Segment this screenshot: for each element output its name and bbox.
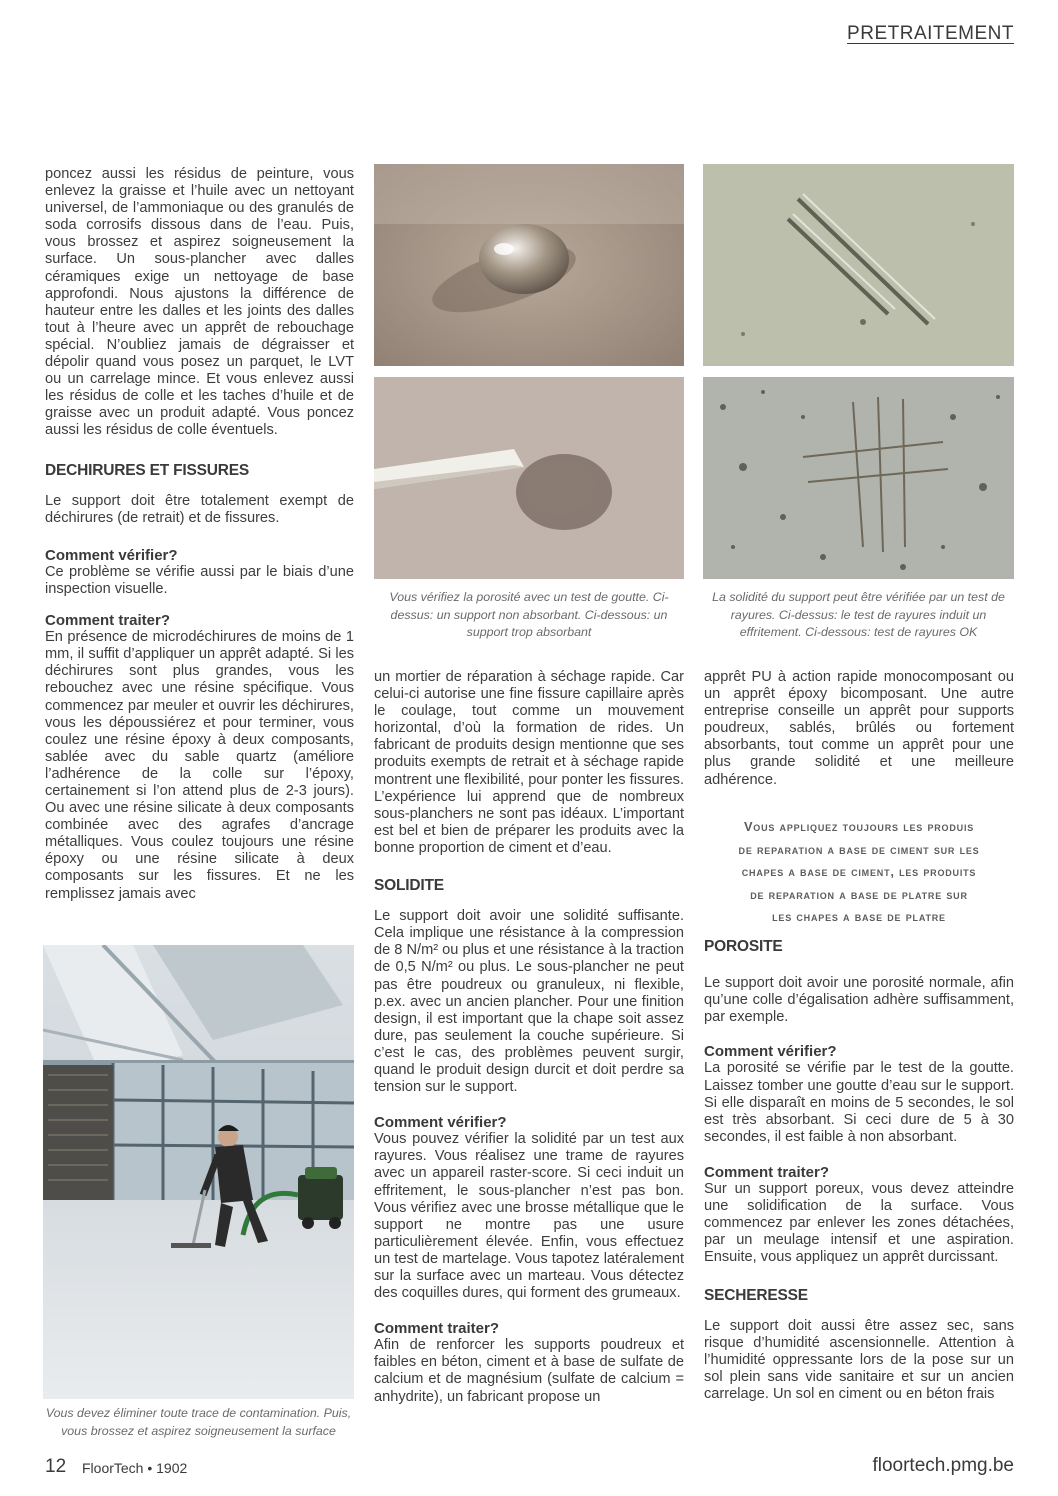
photo-worker-vacuum — [43, 945, 354, 1399]
col1-intro: poncez aussi les résidus de peinture, vous enlevez la graisse et l’huile avec un nettoyant universel, de l’ammoniaque ou des granulés de soda corrosifs dissous dans de l’eau. Puis, vous brossez et aspirez soigneusement la surface. Un sous-plancher avec dalles céramiques exige un nettoyage de base approfondi. Nous ajustons la différence de hauteur entre les dalles et les joints des dalles tout à l’heure avec un apprêt de rebouchage spécial. N’oubliez jamais de dégraisser et dépolir quand vous posez un parquet, le LVT ou un carrelage mince. Et vous enlevez aussi les résidus de colle et les taches d’huile et de graisse avec un produit adapté. Vous poncez aussi les résidus de colle éventuels. — [45, 166, 354, 439]
heading-solidite: SOLIDITE — [374, 877, 444, 895]
photo-drop-nonabsorbent — [374, 164, 684, 366]
photo-scratch-crumbling — [703, 164, 1014, 366]
col1-check-title: Comment vérifier? — [45, 546, 178, 564]
col2-intro: un mortier de réparation à séchage rapide. Car celui-ci autorise une fine fissure capillaire après le coulage, tout comme un mouvement horizontal, d’où la formation de rides. Un fabricant de produits design mentionne que ses produits exempts de retrait et à séchage rapide montrent une flexibilité, pour ponter les fissures. L’expérience lui apprend que de nombreux sous-planchers ne sont pas idéaux. L’important est bel et bien de préparer les produits avec la bonne proportion de ciment et d’eau. — [374, 669, 684, 856]
heading-secheresse: SECHERESSE — [704, 1286, 808, 1304]
pull-quote-line: de reparation a base de platre sur — [750, 886, 968, 902]
col3-para1: Le support doit avoir une porosité normale, afin qu’une colle d’égalisation adhère suffisamment, par exemple. — [704, 975, 1014, 1026]
heading-dechirures: DECHIRURES ET FISSURES — [45, 461, 250, 479]
caption-scratch: La solidité du support peut être vérifiée par un test de rayures. Ci-dessus: le test de rayures induit un effritement. Ci-dessous: test de rayures OK — [712, 590, 1005, 640]
pull-quote-line: chapes a base de ciment, les produits — [741, 864, 977, 879]
col3-intro: apprêt PU à action rapide monocomposant ou un apprêt époxy bicomposant. Une autre entreprise conseille un apprêt pour supports poudreux, sablés, brûlés ou fortement absorbants, tout comme un apprêt pour une plus grande solidité et une meilleure adhérence. — [704, 669, 1014, 788]
caption-worker: Vous devez éliminer toute trace de contamination. Puis, vous brossez et aspirez soigneusement la surface — [45, 1406, 352, 1438]
heading-porosite: POROSITE — [704, 938, 783, 955]
pull-quote-line: de reparation a base de ciment sur les — [738, 841, 980, 857]
website-url[interactable]: floortech.pmg.be — [872, 1455, 1014, 1476]
column-1 — [45, 166, 354, 903]
column-3-top — [704, 669, 1014, 789]
col2-para1: Le support doit avoir une solidité suffisante. Cela implique une résistance à la compression de 8 N/m² ou plus et une résistance à la traction de 0,5 N/m² ou plus. Le sous-plancher ne peut pas être poudreux ou granuleux, ni flexible, p.ex. avec un ancien plancher. Pour une finition design, il est important que la chape soit assez dure, pas seulement la couche supérieure. Si c’est le cas, des problèmes peuvent surgir, quand le produit design durcit et doit perdre sa tension sur le support. — [374, 908, 684, 1096]
col3-para2: Le support doit aussi être assez sec, sans risque d’humidité ascensionnelle. Attention à l’humidité oppressante lors de la pose sur un sol plein sans vide sanitaire et sur un ancien carrelage. Un sol en ciment ou en béton frais — [704, 1317, 1014, 1402]
column-3-bottom — [704, 938, 1014, 1403]
page-number: 12 — [45, 1456, 67, 1477]
column-2 — [374, 669, 684, 1406]
pull-quote — [704, 816, 1014, 929]
col3-check-text: La porosité se vérifie par le test de la goutte. Laissez tomber une goutte d’eau sur le support. Si elle disparaît en moins de 5 secondes, le sol est très absorbant. Si ceci dure de 5 à 30 secondes, il est faible à non absorbant. — [704, 1060, 1014, 1145]
caption-drop: Vous vérifiez la porosité avec un test de goutte. Ci-dessus: un support non absorbant. Ci-dessous: un support trop absorbant — [389, 590, 669, 640]
col2-treat-title: Comment traiter? — [374, 1320, 500, 1338]
col2-check-text: Vous pouvez vérifier la solidité par un test aux rayures. Vous réalisez une trame de rayures avec un appareil raster-score. Si ceci induit un effritement, le sous-plancher n’est pas bon. Vous vérifiez avec une brosse métallique que le support ne montre pas une usure particulièrement élevée. Enfin, vous effectuez un test de martelage. Vous tapotez latéralement sur la surface avec un marteau. Vous détectez des coquilles dures, qui forment des grumeaux. — [374, 1131, 684, 1302]
col3-treat-text: Sur un support poreux, vous devez atteindre une solidification de la surface. Vous commencez par enlever les zones détachées, par un meulage intensif et une aspiration. Ensuite, vous appliquez un apprêt durcissant. — [704, 1181, 1014, 1266]
pull-quote-line: Vous appliquez toujours les produis — [743, 819, 975, 834]
col2-treat-text: Afin de renforcer les supports poudreux et faibles en béton, ciment et à base de sulfate de calcium et de magnésium (sulfate de calcium = anhydrite), un fabricant propose un — [374, 1337, 684, 1405]
col2-check-title: Comment vérifier? — [374, 1114, 507, 1132]
col3-check-title: Comment vérifier? — [704, 1043, 837, 1061]
col3-treat-title: Comment traiter? — [704, 1163, 830, 1181]
col1-treat-title: Comment traiter? — [45, 612, 171, 630]
col1-check-text: Ce problème se vérifie aussi par le biais d’une inspection visuelle. — [45, 563, 354, 597]
section-title: PRETRAITEMENT — [847, 23, 1014, 44]
magazine-issue: FloorTech • 1902 — [82, 1460, 188, 1476]
photo-drop-absorbent — [374, 377, 684, 579]
pull-quote-line: les chapes a base de platre — [772, 909, 946, 924]
col1-para1: Le support doit être totalement exempt de déchirures (de retrait) et de fissures. — [45, 492, 354, 526]
col1-treat-text: En présence de microdéchirures de moins de 1 mm, il suffit d’appliquer un apprêt adapté. Si les déchirures sont plus grandes, vous les rebouchez avec une résine spécifique. Vous commencez par meuler et ouvrir les déchirures, vous les dépoussiérez et pour terminer, vous coulez une résine époxy à deux composants, sablée avec du sable quartz (améliore l’adhérence de la colle sur l’époxy, certainement si l’on attend plus de 2-3 jours). Ou avec une résine silicate à deux composants combinée avec des agrafes d’ancrage métalliques. Vous coulez toujours une résine époxy ou une résine silicate à deux composants sur les fissures. Et ne les remplissez jamais avec — [45, 629, 354, 902]
photo-scratch-ok — [703, 377, 1014, 579]
